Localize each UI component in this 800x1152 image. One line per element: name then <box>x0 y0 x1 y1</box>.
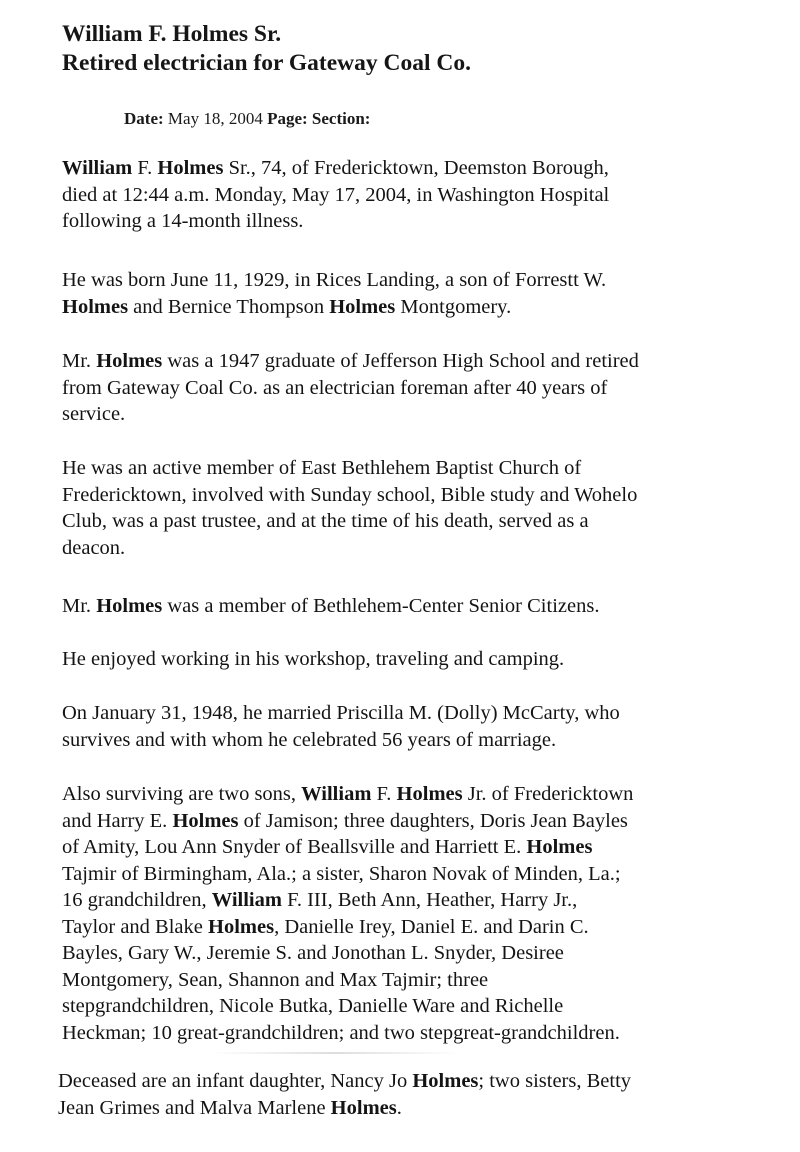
body-text: On January 31, 1948, he married Priscilla M. (Dolly) McCarty, who survives and with whom he celebrated 56 years of marriage. <box>62 702 620 751</box>
dateline <box>124 108 370 130</box>
body-text: , Danielle Irey, Daniel E. and Darin C. Bayles, Gary W., Jeremie S. and Jonothan L. Snyder, Desiree Montgomery, Sean, Shannon and Max Tajmir; three stepgrandchildren, Nicole Butka, Danielle Ware and Richelle Heckman; 10 great-grandchildren; and two stepgreat-grandchildren. <box>62 915 620 1044</box>
paragraph-survivors <box>62 781 762 1046</box>
body-text: F. <box>371 783 397 805</box>
body-text: ; two sisters, Betty Jean Grimes and Malva Marlene <box>58 1070 632 1119</box>
body-text: He enjoyed working in his workshop, traveling and camping. <box>62 648 565 670</box>
bold-name-text: Holmes <box>96 350 163 372</box>
bold-name-text: Holmes <box>412 1070 479 1092</box>
body-text: Mr. <box>62 350 97 372</box>
bold-name-text: Holmes <box>157 157 224 179</box>
section-label: Section: <box>311 109 371 128</box>
bold-name-text: Holmes <box>208 915 275 938</box>
body-text: Mr. <box>62 595 97 617</box>
body-text: . <box>396 1096 402 1119</box>
body-text: and Bernice Thompson <box>128 295 330 318</box>
bold-name-text: Holmes <box>172 809 239 832</box>
headline <box>62 20 471 78</box>
body-text: was a member of Bethlehem-Center Senior Citizens. <box>162 595 600 617</box>
bold-name-text: Holmes <box>329 295 396 318</box>
paragraph-hobbies <box>62 646 762 673</box>
bold-name-text: William <box>211 889 282 911</box>
body-text: F. <box>132 157 158 179</box>
date-label: Date: <box>124 109 164 128</box>
body-text: Tajmir of Birmingham, Ala.; a sister, Sharon Novak of Minden, La.; 16 grandchildren, <box>62 862 621 911</box>
body-text: Deceased are an infant daughter, Nancy Jo <box>58 1070 413 1092</box>
paragraph-birth <box>62 267 762 320</box>
paragraph-deceased <box>58 1068 758 1121</box>
headline-subtitle: Retired electrician for Gateway Coal Co. <box>62 50 471 76</box>
bold-name-text: Holmes <box>526 836 593 858</box>
body-text: Also surviving are two sons, <box>62 783 302 805</box>
body-text: He was born June 11, 1929, in Rices Landing, a son of Forrestt W. <box>62 269 607 291</box>
scan-artifact-line <box>210 1052 460 1054</box>
body-text: Montgomery. <box>395 295 512 318</box>
paragraph-church <box>62 455 762 561</box>
bold-name-text: William <box>62 157 133 179</box>
body-text: He was an active member of East Bethlehem Baptist Church of Fredericktown, involved with Sunday school, Bible study and Wohelo Club, was a past trustee, and at the time of his death, served as a deacon. <box>62 457 638 559</box>
paragraph-death-notice <box>62 155 762 235</box>
paragraph-career <box>62 348 762 428</box>
headline-name: William F. Holmes Sr. <box>62 21 282 47</box>
bold-name-text: Holmes <box>96 595 163 617</box>
body-text: of Jamison; three daughters, Doris Jean Bayles of Amity, Lou Ann Snyder of Beallsville and Harriett E. <box>62 809 628 858</box>
body-text: F. III, Beth Ann, Heather, Harry Jr., Taylor and Blake <box>62 889 578 938</box>
bold-name-text: Holmes <box>330 1096 397 1119</box>
bold-name-text: Holmes <box>62 295 129 318</box>
body-text: was a 1947 graduate of Jefferson High School and retired from Gateway Coal Co. as an electrician foreman after 40 years of service. <box>62 350 639 425</box>
page-label: Page: <box>267 109 308 128</box>
body-text: Jr. of Fredericktown and Harry E. <box>62 783 634 832</box>
body-text: Sr., 74, of Fredericktown, Deemston Borough, died at 12:44 a.m. Monday, May 17, 2004, in Washington Hospital following a 14-month illness. <box>62 157 610 232</box>
date-value: May 18, 2004 <box>167 109 263 128</box>
paragraph-senior-citizens <box>62 593 762 620</box>
bold-name-text: William <box>301 783 372 805</box>
paragraph-marriage <box>62 700 762 753</box>
bold-name-text: Holmes <box>396 783 463 805</box>
